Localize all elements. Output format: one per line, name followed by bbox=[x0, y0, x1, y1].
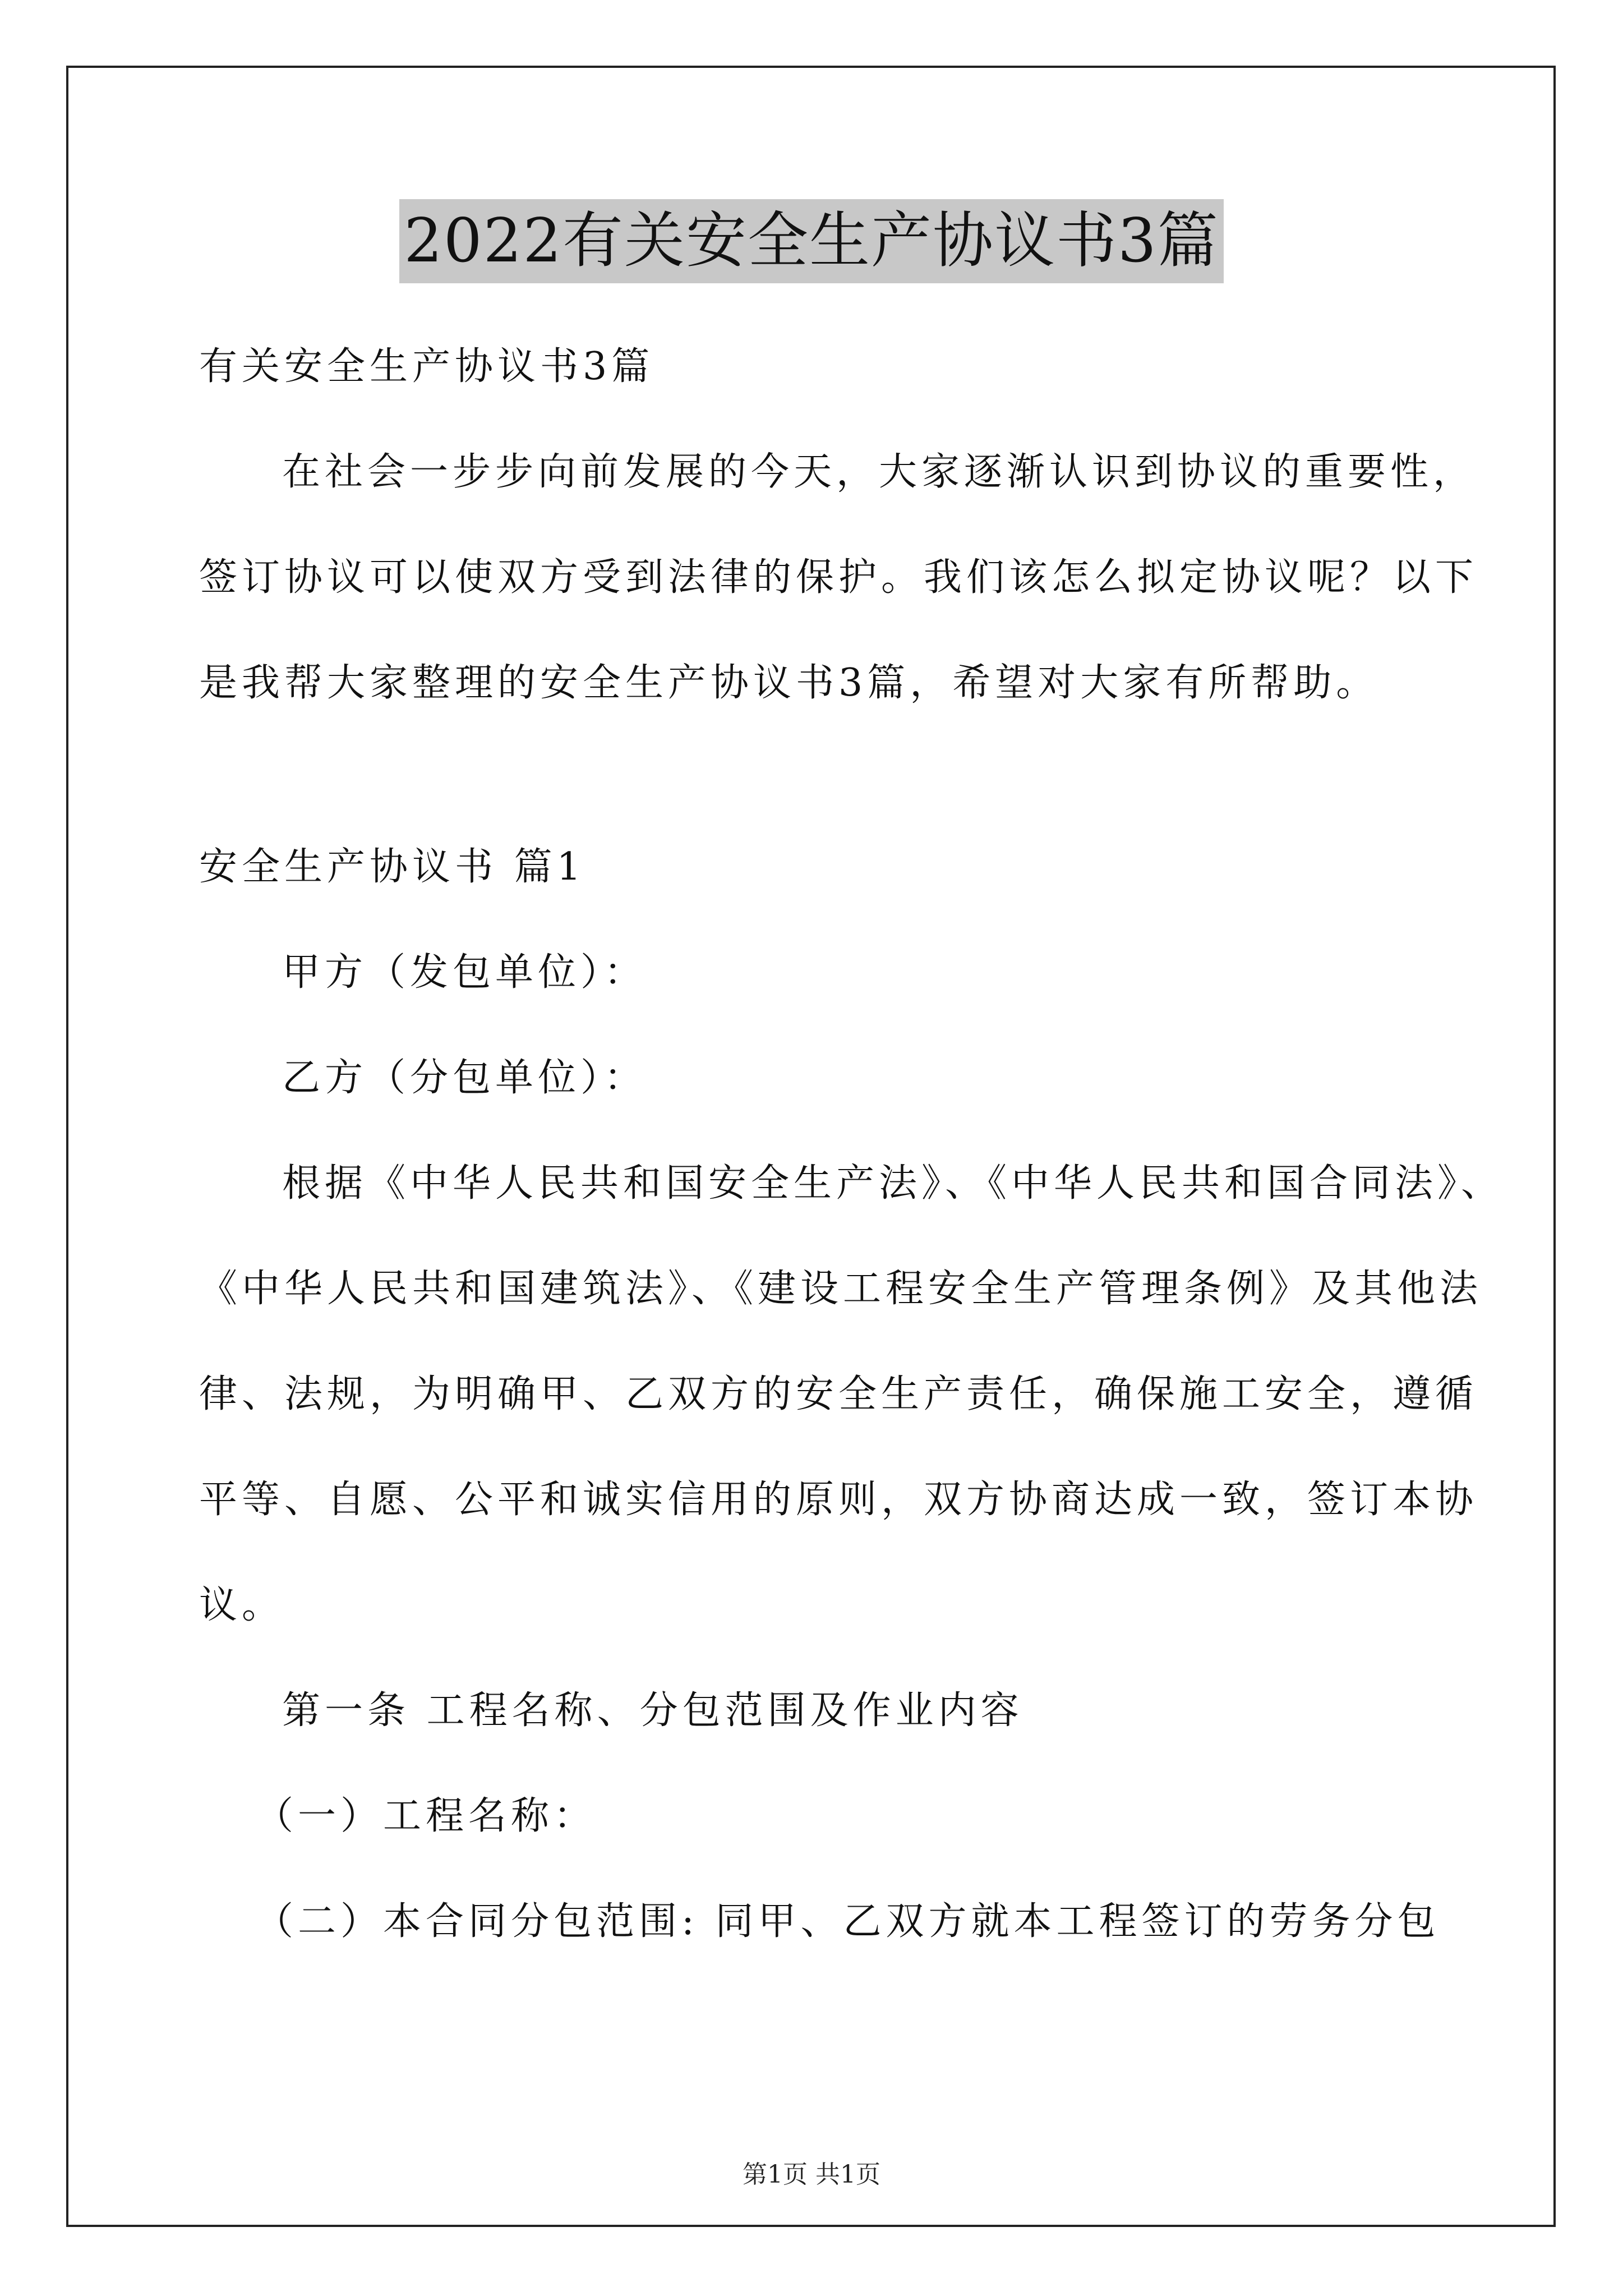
article-1-item-2: （二）本合同分包范围: 同甲、乙双方就本工程签订的劳务分包 bbox=[255, 1899, 1440, 1944]
intro-paragraph-continued bbox=[199, 525, 1478, 736]
article-1-heading: 第一条 工程名称、分包范围及作业内容 bbox=[282, 1688, 1023, 1733]
intro-paragraph bbox=[199, 420, 1476, 525]
intro-line: 签订协议可以使双方受到法律的保护。我们该怎么拟定协议呢？以下 bbox=[199, 555, 1478, 600]
document-body bbox=[199, 314, 1504, 1975]
basis-line: 律、法规，为明确甲、乙双方的安全生产责任，确保施工安全，遵循 bbox=[199, 1372, 1478, 1416]
party-b-line: 乙方（分包单位）： bbox=[282, 1056, 647, 1100]
page-number: 第1页 共1页 bbox=[743, 2160, 880, 2189]
intro-line: 在社会一步步向前发展的今天，大家逐渐认识到协议的重要性， bbox=[282, 450, 1476, 494]
section-heading: 安全生产协议书 篇1 bbox=[199, 845, 585, 889]
section-spacer bbox=[199, 736, 1427, 815]
document-title bbox=[0, 199, 1623, 283]
intro-line: 是我帮大家整理的安全生产协议书3篇，希望对大家有所帮助。 bbox=[199, 661, 1379, 705]
party-a-line: 甲方（发包单位）： bbox=[282, 950, 647, 995]
basis-paragraph bbox=[199, 1131, 1504, 1236]
article-1-item-1: （一）工程名称： bbox=[255, 1794, 597, 1838]
basis-line: 根据《中华人民共和国安全生产法》、《中华人民共和国合同法》、 bbox=[282, 1161, 1504, 1205]
basis-line: 议。 bbox=[199, 1583, 285, 1627]
subtitle: 有关安全生产协议书3篇 bbox=[199, 344, 654, 389]
basis-line: 平等、自愿、公平和诚实信用的原则，双方协商达成一致，签订本协 bbox=[199, 1478, 1478, 1522]
basis-line: 《中华人民共和国建筑法》、《建设工程安全生产管理条例》及其他法 bbox=[199, 1267, 1483, 1311]
basis-paragraph-continued bbox=[199, 1236, 1483, 1658]
document-title-text: 2022有关安全生产协议书3篇 bbox=[399, 199, 1224, 283]
